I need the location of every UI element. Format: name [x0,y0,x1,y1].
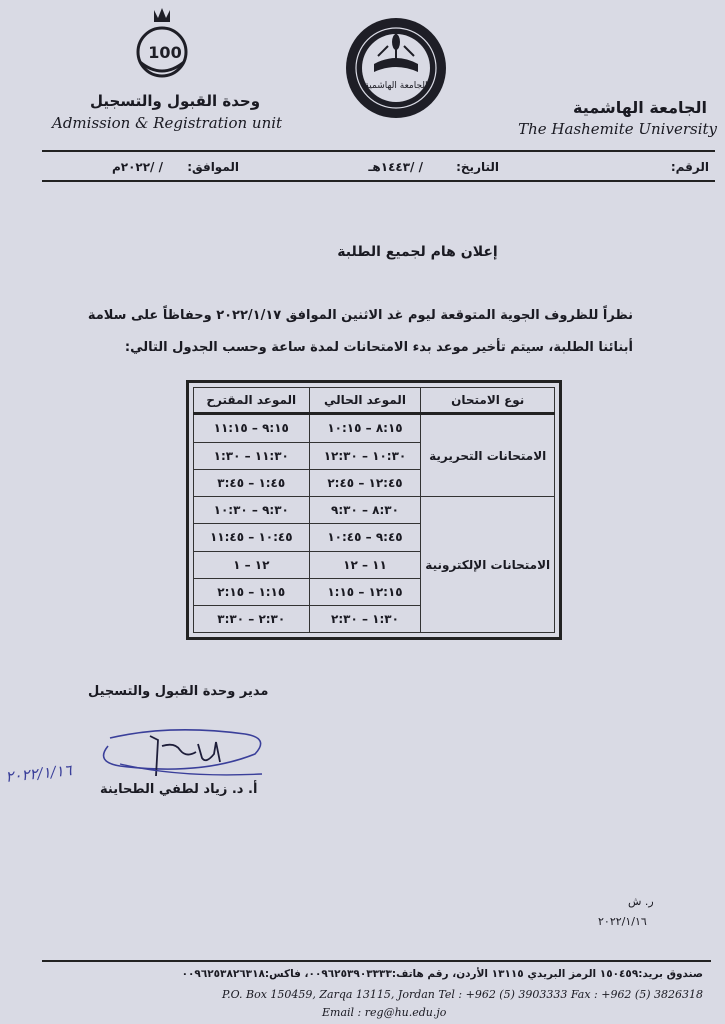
university-name-en: The Hashemite University [518,120,717,138]
svg-text:الجامعة الهاشمية: الجامعة الهاشمية [364,81,428,91]
signatory-name: أ. د. زياد لطفي الطحاينة [100,782,258,797]
header-current-time: الموعد الحالي [309,388,421,414]
svg-text:100: 100 [148,43,182,62]
meta-divider [42,180,715,182]
exam-type-electronic: الامتحانات الإلكترونية [421,497,555,633]
announcement-title: إعلان هام لجميع الطلبة [337,244,498,260]
current-time-cell: ٨:١٥ – ١٠:١٥ [309,414,421,443]
proposed-time-cell: ٩:١٥ – ١١:١٥ [194,414,310,443]
table-row [194,497,555,524]
proposed-time-cell: ١:١٥ – ٢:١٥ [194,578,310,605]
current-time-cell: ١:٣٠ – ٢:٣٠ [309,605,421,632]
header-divider [42,150,715,152]
header-proposed-time: الموعد المقترح [194,388,310,414]
footer-email: Email : reg@hu.edu.jo [322,1006,447,1019]
current-time-cell: ١١ – ١٢ [309,551,421,578]
proposed-time-cell: ٩:٣٠ – ١٠:٣٠ [194,497,310,524]
footer-address-ar: صندوق بريد:١٥٠٤٥٩ الرمز البريدي ١٣١١٥ الأردن، رقم هاتف:٠٠٩٦٢٥٣٩٠٣٣٣٣، فاكس:٠٠٩٦٢٥٣٨٢٦٣١٨ [181,968,703,980]
corresponding-label: الموافق: [187,160,239,174]
table-row [194,414,555,443]
svg-text:٢٠٢٢/١/١٦: ٢٠٢٢/١/١٦ [4,761,73,786]
centennial-logo [132,6,192,82]
footnote-date: ٢٠٢٢/١/١٦ [598,915,647,928]
proposed-time-cell: ١١:٣٠ – ١:٣٠ [194,442,310,469]
current-time-cell: ٨:٣٠ – ٩:٣٠ [309,497,421,524]
footer-divider [42,960,711,962]
document-meta-row [42,160,715,180]
date-gregorian: / /٢٠٢٢م [111,160,163,174]
proposed-time-cell: ٢:٣٠ – ٣:٣٠ [194,605,310,632]
current-time-cell: ٩:٤٥ – ١٠:٤٥ [309,524,421,551]
schedule-table-frame [186,380,562,640]
footer-address-en: P.O. Box 150459, Zarqa 13115, Jordan Tel : +962 (5) 3903333 Fax : +962 (5) 3826318 [221,988,703,1001]
announcement-line-1: نظراً للظروف الجوية المتوقعة ليوم غد الاثنين الموافق ٢٠٢٢/١/١٧ وحفاظاً على سلامة [87,308,633,323]
header-exam-type: نوع الامتحان [421,388,555,414]
proposed-time-cell: ١٢ – ١ [194,551,310,578]
schedule-table [193,387,555,633]
unit-name-en: Admission & Registration unit [52,114,283,132]
unit-name-ar: وحدة القبول والتسجيل [90,92,261,110]
proposed-time-cell: ١٠:٤٥ – ١١:٤٥ [194,524,310,551]
proposed-time-cell: ١:٤٥ – ٣:٤٥ [194,470,310,497]
university-name-ar: الجامعة الهاشمية [573,98,707,117]
signatory-title: مدير وحدة القبول والتسجيل [88,684,269,699]
table-header-row [194,388,555,414]
exam-type-written: الامتحانات التحريرية [421,414,555,497]
ref-label: الرقم: [670,160,709,174]
current-time-cell: ١٢:٤٥ – ٢:٤٥ [309,470,421,497]
university-seal [344,16,448,120]
current-time-cell: ١٢:١٥ – ١:١٥ [309,578,421,605]
date-hijri: / /١٤٤٣هـ [368,160,423,174]
current-time-cell: ١٠:٣٠ – ١٢:٣٠ [309,442,421,469]
typist-initials: ر. ش [628,895,654,908]
announcement-line-2: أبنائنا الطلبة، سيتم تأخير موعد بدء الامتحانات لمدة ساعة وحسب الجدول التالي: [124,340,633,355]
date-label: التاريخ: [456,160,499,174]
